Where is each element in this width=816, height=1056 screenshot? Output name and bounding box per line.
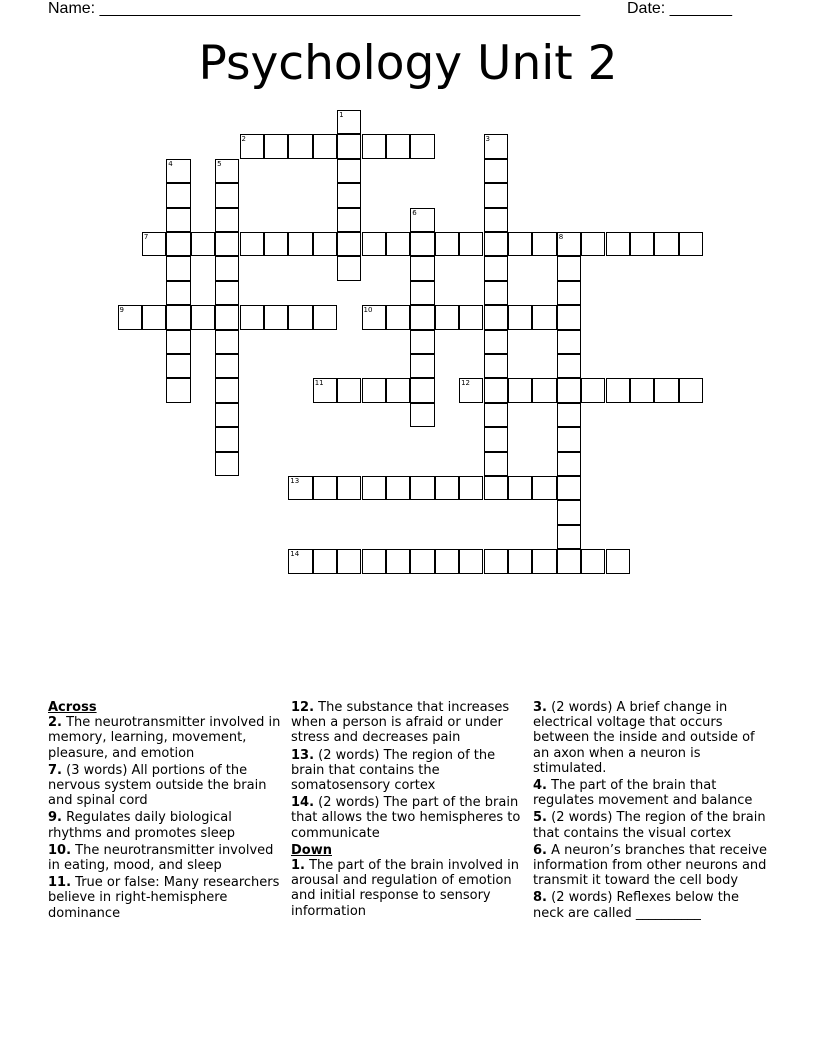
clue-item-text: (2 words) Reflexes below the neck are called __________: [533, 890, 740, 921]
grid-cell[interactable]: [581, 378, 605, 402]
down-clue-list-continued: [533, 700, 769, 921]
clue-item: [533, 778, 769, 808]
clue-number: 13: [290, 477, 300, 485]
grid-cell[interactable]: [215, 232, 239, 256]
grid-cell[interactable]: [557, 500, 581, 524]
clue-item-number: 8.: [533, 890, 547, 906]
clue-item-text: The part of the brain involved in arousal and regulation of emotion and initial response to sensory information: [291, 858, 519, 919]
grid-cell[interactable]: [484, 281, 508, 305]
grid-cell[interactable]: [215, 208, 239, 232]
grid-cell[interactable]: [557, 476, 581, 500]
clue-item-text: Regulates daily biological rhythms and promotes sleep: [48, 810, 236, 841]
grid-cell[interactable]: [166, 281, 190, 305]
clue-number: 7: [143, 233, 149, 241]
grid-cell[interactable]: [166, 232, 190, 256]
grid-cell[interactable]: [581, 549, 605, 573]
grid-cell[interactable]: [459, 232, 483, 256]
grid-cell[interactable]: [557, 256, 581, 280]
grid-cell[interactable]: [459, 305, 483, 329]
clue-number: 5: [217, 159, 222, 168]
grid-cell[interactable]: [484, 330, 508, 354]
grid-cell[interactable]: [215, 159, 239, 183]
grid-cell[interactable]: [654, 378, 678, 402]
grid-cell[interactable]: [630, 378, 654, 402]
grid-cell[interactable]: [362, 305, 386, 329]
grid-cell[interactable]: [337, 159, 361, 183]
grid-cell[interactable]: [435, 232, 459, 256]
grid-cell[interactable]: [484, 452, 508, 476]
grid-cell[interactable]: [557, 549, 581, 573]
grid-cell[interactable]: [118, 305, 142, 329]
date-line: Date: _______: [627, 0, 732, 17]
across-clue-list-continued: [291, 700, 527, 841]
grid-cell[interactable]: [557, 452, 581, 476]
clue-item: [48, 875, 284, 921]
clue-item-number: 4.: [533, 778, 547, 794]
grid-cell[interactable]: [557, 305, 581, 329]
down-heading: Down: [291, 842, 332, 858]
clue-item-number: 11.: [48, 875, 72, 891]
grid-cell[interactable]: [337, 134, 361, 158]
grid-cell[interactable]: [166, 354, 190, 378]
clue-item-number: 12.: [291, 700, 315, 715]
clue-number: 11: [314, 379, 324, 388]
clue-item: [533, 890, 769, 920]
grid-cell[interactable]: [215, 305, 239, 329]
clue-column-3: [533, 700, 769, 923]
grid-cell[interactable]: [557, 330, 581, 354]
grid-cell[interactable]: [215, 452, 239, 476]
grid-cell[interactable]: [288, 476, 312, 500]
grid-cell[interactable]: [386, 549, 410, 573]
grid-cell[interactable]: [191, 305, 215, 329]
grid-cell[interactable]: [630, 232, 654, 256]
clue-item: [291, 748, 527, 794]
clue-item-text: (3 words) All portions of the nervous system outside the brain and spinal cord: [48, 762, 267, 809]
clue-item-text: True or false: Many researchers believe in right-hemisphere dominance: [48, 875, 280, 921]
grid-cell[interactable]: [362, 476, 386, 500]
grid-cell[interactable]: [288, 549, 312, 573]
grid-cell[interactable]: [557, 427, 581, 451]
grid-cell[interactable]: [410, 232, 434, 256]
grid-cell[interactable]: [679, 232, 703, 256]
grid-cell[interactable]: [410, 354, 434, 378]
grid-cell[interactable]: [410, 208, 434, 232]
clue-item-number: 13.: [291, 747, 315, 763]
clue-number: 2: [241, 135, 246, 144]
grid-cell[interactable]: [532, 549, 556, 573]
grid-cell[interactable]: [435, 549, 459, 573]
clue-item-number: 14.: [291, 795, 315, 811]
grid-cell[interactable]: [215, 354, 239, 378]
clue-item: [291, 700, 527, 746]
clue-item-number: 1.: [291, 858, 305, 874]
grid-cell[interactable]: [313, 378, 337, 402]
clue-item: [533, 843, 769, 889]
grid-cell[interactable]: [313, 476, 337, 500]
grid-cell[interactable]: [362, 134, 386, 158]
grid-cell[interactable]: [313, 305, 337, 329]
grid-cell[interactable]: [337, 378, 361, 402]
grid-cell[interactable]: [313, 134, 337, 158]
grid-cell[interactable]: [362, 378, 386, 402]
grid-cell[interactable]: [532, 232, 556, 256]
clue-item-text: (2 words) The part of the brain that allows the two hemispheres to communicate: [291, 795, 521, 841]
clue-item-number: 3.: [533, 700, 547, 715]
down-clue-list: [291, 858, 527, 919]
grid-cell[interactable]: [142, 232, 166, 256]
grid-cell[interactable]: [215, 183, 239, 207]
clue-item: [291, 795, 527, 841]
clue-item-text: (2 words) The region of the brain that contains the visual cortex: [533, 810, 766, 841]
grid-cell[interactable]: [240, 232, 264, 256]
clue-item-number: 10.: [48, 842, 72, 858]
grid-cell[interactable]: [679, 378, 703, 402]
grid-cell[interactable]: [484, 403, 508, 427]
clue-item-text: The neurotransmitter involved in eating, mood, and sleep: [48, 842, 274, 874]
clue-number: 10: [363, 306, 373, 315]
clue-item-number: 9.: [48, 810, 62, 826]
grid-cell[interactable]: [264, 134, 288, 158]
clue-item-number: 2.: [48, 715, 62, 731]
grid-cell[interactable]: [410, 134, 434, 158]
across-heading: Across: [48, 700, 97, 715]
grid-cell[interactable]: [484, 159, 508, 183]
grid-cell[interactable]: [484, 183, 508, 207]
clue-item: [48, 810, 284, 840]
name-line: Name: ______________________________________________________: [48, 0, 581, 17]
page-title: Psychology Unit 2: [198, 36, 618, 91]
grid-cell[interactable]: [410, 403, 434, 427]
grid-cell[interactable]: [215, 378, 239, 402]
grid-cell[interactable]: [337, 232, 361, 256]
grid-cell[interactable]: [654, 232, 678, 256]
grid-cell[interactable]: [337, 256, 361, 280]
grid-cell[interactable]: [606, 549, 630, 573]
grid-cell[interactable]: [240, 305, 264, 329]
grid-cell[interactable]: [484, 427, 508, 451]
grid-cell[interactable]: [264, 305, 288, 329]
grid-cell[interactable]: [337, 549, 361, 573]
grid-cell[interactable]: [557, 403, 581, 427]
grid-cell[interactable]: [532, 378, 556, 402]
grid-cell[interactable]: [410, 378, 434, 402]
grid-cell[interactable]: [166, 208, 190, 232]
clue-number: 12: [461, 379, 471, 388]
grid-cell[interactable]: [288, 134, 312, 158]
grid-cell[interactable]: [215, 330, 239, 354]
grid-cell[interactable]: [191, 232, 215, 256]
grid-cell[interactable]: [410, 256, 434, 280]
grid-cell[interactable]: [386, 378, 410, 402]
grid-cell[interactable]: [362, 232, 386, 256]
grid-cell[interactable]: [313, 232, 337, 256]
grid-cell[interactable]: [484, 256, 508, 280]
grid-cell[interactable]: [557, 378, 581, 402]
grid-cell[interactable]: [557, 354, 581, 378]
grid-cell[interactable]: [484, 476, 508, 500]
clue-item: [48, 715, 284, 761]
grid-cell[interactable]: [240, 134, 264, 158]
grid-cell[interactable]: [166, 378, 190, 402]
clue-item: [48, 843, 284, 873]
grid-cell[interactable]: [386, 476, 410, 500]
grid-cell[interactable]: [484, 378, 508, 402]
clue-item-text: (2 words) A brief change in electrical voltage that occurs between the inside and outside of an axon when a neuron is stimulated.: [533, 700, 755, 776]
clue-item-number: 5.: [533, 810, 547, 826]
clue-item: [48, 763, 284, 809]
grid-cell[interactable]: [215, 281, 239, 305]
grid-cell[interactable]: [508, 305, 532, 329]
grid-cell[interactable]: [386, 134, 410, 158]
grid-cell[interactable]: [288, 232, 312, 256]
grid-cell[interactable]: [410, 476, 434, 500]
grid-cell[interactable]: [166, 256, 190, 280]
grid-cell[interactable]: [362, 549, 386, 573]
clue-number: 4: [168, 159, 173, 168]
grid-cell[interactable]: [337, 183, 361, 207]
grid-cell[interactable]: [484, 305, 508, 329]
clue-item-text: The part of the brain that regulates movement and balance: [533, 778, 753, 809]
grid-cell[interactable]: [386, 232, 410, 256]
grid-cell[interactable]: [532, 476, 556, 500]
grid-cell[interactable]: [410, 281, 434, 305]
grid-cell[interactable]: [557, 525, 581, 549]
clue-number: 8: [558, 233, 564, 241]
grid-cell[interactable]: [215, 256, 239, 280]
grid-cell[interactable]: [508, 378, 532, 402]
across-clue-list: [48, 715, 284, 921]
clue-number: 9: [119, 306, 124, 315]
grid-cell[interactable]: [215, 427, 239, 451]
grid-cell[interactable]: [532, 305, 556, 329]
grid-cell[interactable]: [166, 183, 190, 207]
grid-cell[interactable]: [581, 232, 605, 256]
clue-column-1: [48, 700, 284, 923]
grid-cell[interactable]: [288, 305, 312, 329]
grid-cell[interactable]: [508, 476, 532, 500]
grid-cell[interactable]: [459, 476, 483, 500]
grid-cell[interactable]: [435, 305, 459, 329]
grid-cell[interactable]: [166, 330, 190, 354]
grid-cell[interactable]: [484, 549, 508, 573]
grid-cell[interactable]: [606, 378, 630, 402]
grid-cell[interactable]: [410, 549, 434, 573]
clue-item-number: 6.: [533, 842, 547, 858]
grid-cell[interactable]: [508, 232, 532, 256]
clue-item-text: A neuron’s branches that receive information from other neurons and transmit it toward the cell body: [533, 842, 768, 889]
grid-cell[interactable]: [337, 208, 361, 232]
grid-cell[interactable]: [337, 476, 361, 500]
grid-cell[interactable]: [484, 134, 508, 158]
clue-item-number: 7.: [48, 762, 62, 778]
grid-cell[interactable]: [410, 330, 434, 354]
grid-cell[interactable]: [435, 476, 459, 500]
clue-number: 3: [485, 135, 490, 144]
grid-cell[interactable]: [484, 208, 508, 232]
grid-cell[interactable]: [508, 549, 532, 573]
clue-number: 14: [290, 550, 300, 559]
clue-item: [533, 810, 769, 840]
clue-item: [533, 700, 769, 776]
grid-cell[interactable]: [557, 232, 581, 256]
grid-cell[interactable]: [606, 232, 630, 256]
grid-cell[interactable]: [459, 549, 483, 573]
clue-item: [291, 858, 527, 919]
grid-cell[interactable]: [337, 110, 361, 134]
grid-cell[interactable]: [459, 378, 483, 402]
grid-cell[interactable]: [215, 403, 239, 427]
clue-item-text: The substance that increases when a person is afraid or under stress and decreases pain: [291, 700, 510, 746]
clue-column-2: [291, 700, 527, 921]
grid-cell[interactable]: [166, 159, 190, 183]
grid-cell[interactable]: [166, 305, 190, 329]
grid-cell[interactable]: [557, 281, 581, 305]
clue-item-text: (2 words) The region of the brain that contains the somatosensory cortex: [291, 747, 496, 794]
grid-cell[interactable]: [484, 354, 508, 378]
grid-cell[interactable]: [386, 305, 410, 329]
clue-number: 1: [339, 111, 344, 119]
grid-cell[interactable]: [484, 232, 508, 256]
grid-cell[interactable]: [142, 305, 166, 329]
grid-cell[interactable]: [410, 305, 434, 329]
clue-number: 6: [412, 208, 417, 217]
grid-cell[interactable]: [264, 232, 288, 256]
grid-cell[interactable]: [313, 549, 337, 573]
clue-item-text: The neurotransmitter involved in memory, learning, movement, pleasure, and emotion: [48, 715, 281, 761]
